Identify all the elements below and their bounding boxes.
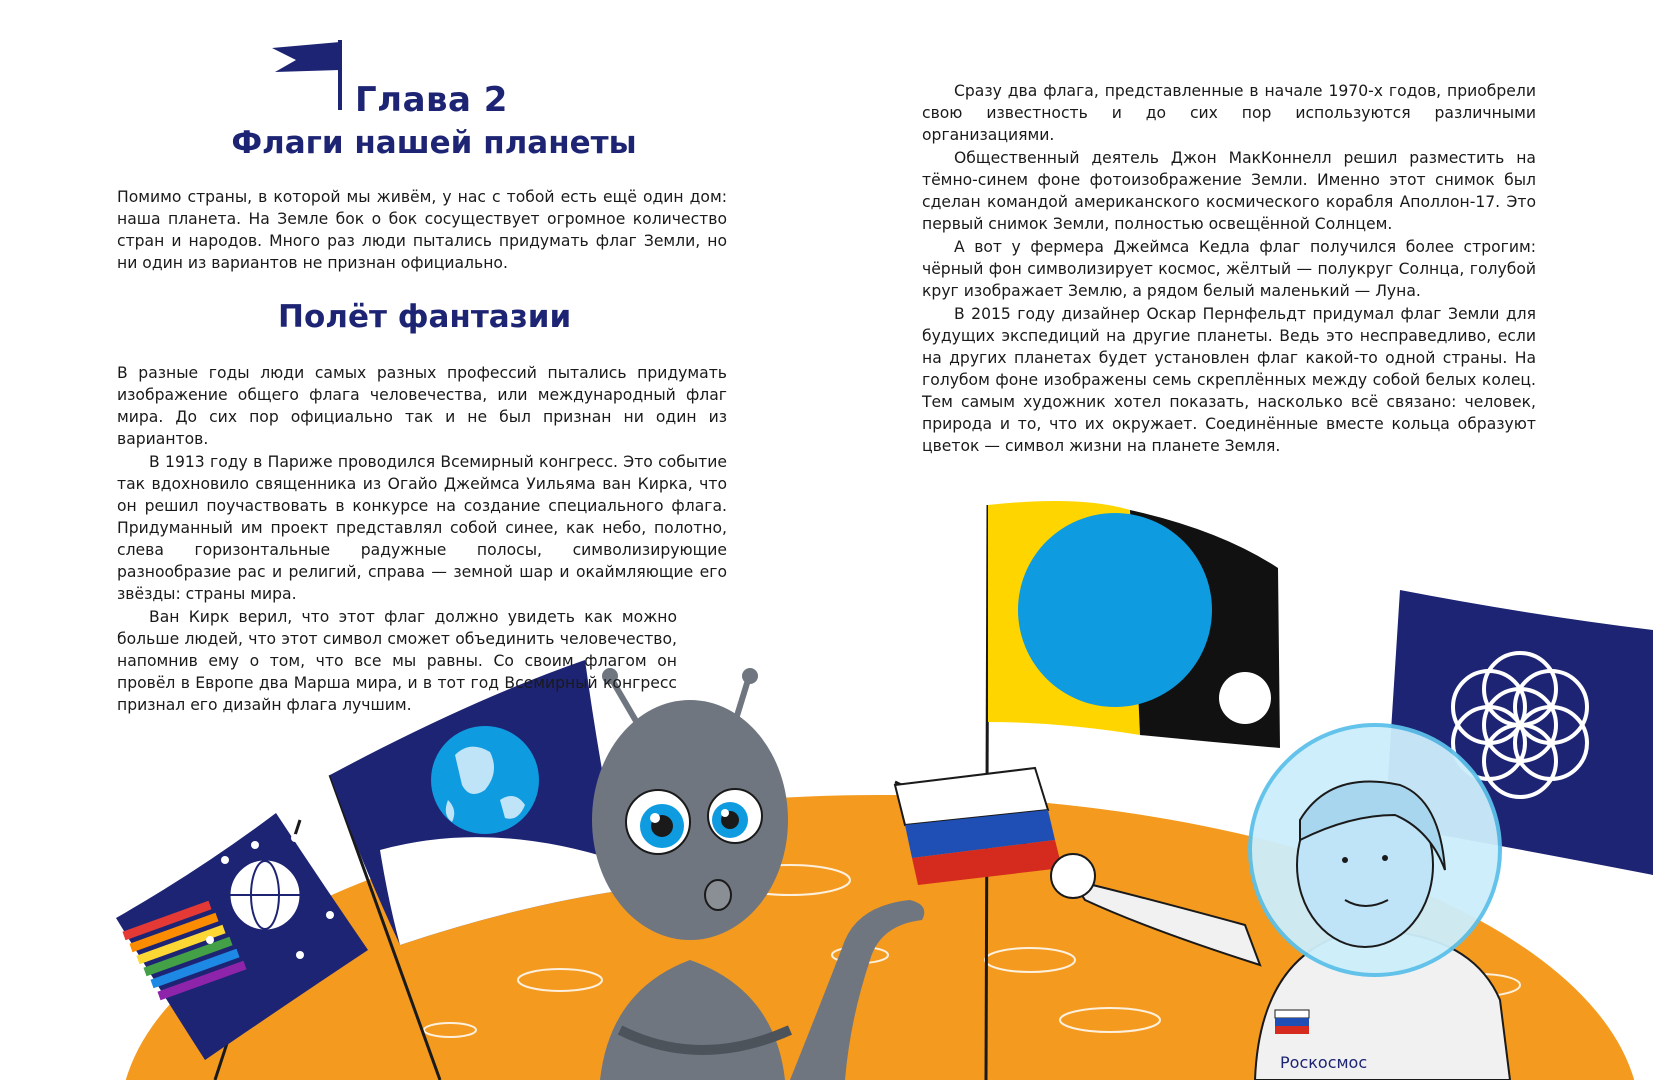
right-paragraph-2: Общественный деятель Джон МакКоннелл решил разместить на тёмно-синем фоне фотоизображение Земли. Именно этот снимок был сделан командой американского космического корабля Аполлон-17. Это первый снимок Земли, полностью освещённой Солнцем. — [922, 149, 1536, 233]
right-paragraph-3: А вот у фермера Джеймса Кедла флаг получился более строгим: чёрный фон символизирует космос, жёлтый — полукруг Солнца, голубой круг изображает Землю, а рядом белый маленький — Луна. — [922, 238, 1536, 300]
chapter-label: Глава 2 — [355, 80, 508, 120]
suit-flag-patch — [1275, 1010, 1309, 1034]
chapter-title: Флаги нашей планеты — [231, 125, 637, 161]
section-title: Полёт фантазии — [278, 299, 572, 335]
left-paragraph-1: В разные годы люди самых разных профессий пытались придумать изображение общего флага человечества, или международный флаг мира. До сих пор официально так и не был признан ни один из вариантов. — [117, 364, 727, 448]
right-paragraph-1: Сразу два флага, представленные в начале 1970-х годов, приобрели свою известность и до сих пор используются различными организациями. — [922, 82, 1536, 144]
left-paragraph-2: В 1913 году в Париже проводился Всемирный конгресс. Это событие так вдохновило священника из Огайо Джеймса Уильяма ван Кирка, что он решил поучаствовать в конкурсе на создание специального флага. Придуманный им проект представлял собой синее, как небо, полотно, слева горизонтальные радужные полосы, символизирующие разнообразие рас и религий, справа — земной шар и окаймляющие его звёзды: страны мира. — [117, 453, 727, 603]
russian-flag — [895, 768, 1078, 885]
suit-badge-text: Роскосмос — [1280, 1053, 1368, 1072]
intro-paragraph: Помимо страны, в которой мы живём, у нас с тобой есть ещё один дом: наша планета. На Земле бок о бок сосуществует огромное количество стран и народов. Много раз люди пытались придумать флаг Земли, но ни один из вариантов не признан официально. — [117, 188, 727, 272]
left-paragraph-3: Ван Кирк верил, что этот флаг должно увидеть как можно больше людей, что этот символ сможет объединить человечество, напомнив ему о том, что все мы равны. Со своим флагом он провёл в Европе два Марша мира, и в тот год Всемирный конгресс признал его дизайн флага лучшим. — [117, 608, 677, 714]
right-paragraph-4: В 2015 году дизайнер Оскар Пернфельдт придумал флаг Земли для будущих экспедиций на другие планеты. Ведь это несправедливо, если на других планетах будет установлен флаг какой-то одной страны. На голубом фоне изображены семь скреплённых между собой белых колец. Тем самым художник хотел показать, насколько всё связано: человек, природа и то, что их окружает. Соединённые вместе кольца образуют цветок — символ жизни на планете Земля. — [922, 305, 1536, 455]
pennant-flag-icon — [272, 40, 340, 110]
